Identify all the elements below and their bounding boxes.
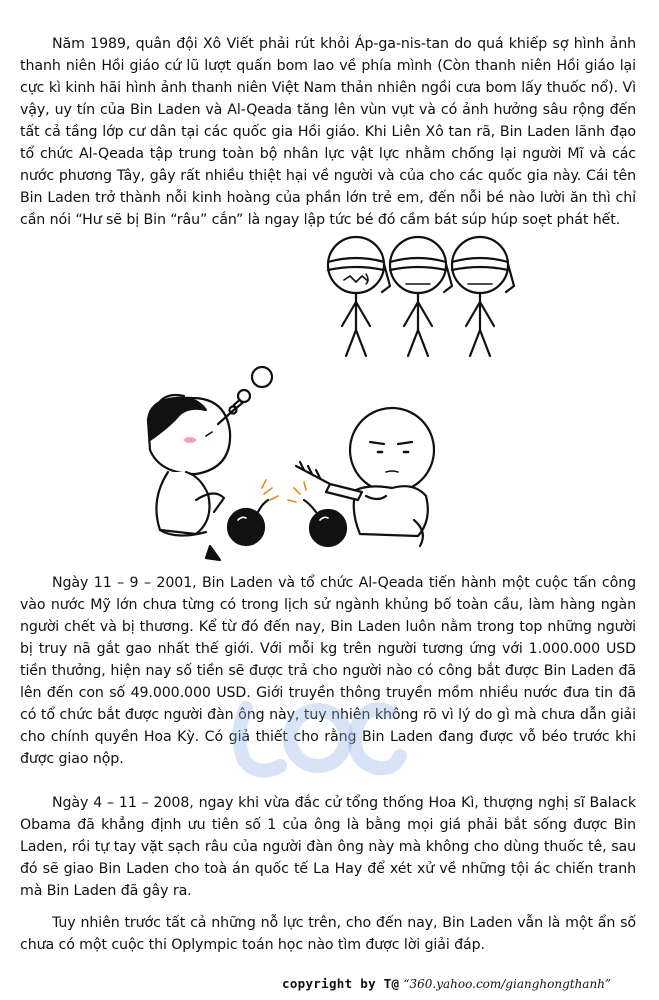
paragraph-conclusion: Tuy nhiên trước tất cả những nỗ lực trên, cho đến nay, Bin Laden vẫn là một ẩn số chưa có một cuộc thi Oplympic toán học nào tìm được lời giải đáp. xyxy=(20,915,636,953)
masked-figure-2 xyxy=(390,237,452,356)
masked-figure-1 xyxy=(328,237,390,356)
paragraph-2001: Ngày 11 – 9 – 2001, Bin Laden và tổ chức Al-Qeada tiến hành một cuộc tấn công vào nước Mỹ lớn chưa từng có trong lịch sử ngành khủng bố toàn cầu, làm hàng ngàn người chết và bị thương. Kể từ đó đến nay, Bin Laden luôn nằm trong top những người bị truy nã gắt gao nhất thế giới. Với mỗi kg trên người tương ứng với 1.000.000 USD tiền thưởng, hiện nay số tiền sẽ được trả cho người nào có công bắt được Bin Laden đã lên đến con số 49.000.000 USD. Giới truyền thông truyền mồm nhiều nước đưa tin đã có tổ chức bắt được người đàn ông này, tuy nhiên không rõ vì lý do gì mà chưa dẫn giải cho chính quyền Hoa Kỳ. Có giả thiết cho rằng Bin Laden đang được vỗ béo trước khi được giao nộp. xyxy=(20,575,636,767)
bomb-right xyxy=(288,482,346,546)
child-figure xyxy=(148,395,242,560)
bomb-left xyxy=(228,480,278,545)
paragraph-2008: Ngày 4 – 11 – 2008, ngay khi vừa đắc cử tổng thống Hoa Kì, thượng nghị sĩ Balack Obama đã khẳng định ưu tiên số 1 của ông là bằng mọi giá phải bắt sống được Bin Laden, rồi tự tay vặt sạch râu của người đàn ông này mà không cho dùng thuốc tê, sau đó sẽ giao Bin Laden cho toà án quốc tế La Hay để xét xử về những tội ác chiến tranh mà Bin Laden đã gây ra. xyxy=(20,795,636,899)
paragraph-1989: Năm 1989, quân đội Xô Viết phải rút khỏi Áp-ga-nis-tan do quá khiếp sợ hình ảnh thanh niên Hồi giáo cứ lũ lượt quấn bom lao về phía mình (Còn thanh niên Hồi giáo lại cực kì kinh hãi hình ảnh thanh niên Việt Nam thản nhiên ngồi cưa bom lấy thuốc nổ). Vì vậy, uy tín của Bin Laden và Al-Qeada tăng lên vùn vụt và có ảnh hưởng sâu rộng đến tất cả tầng lớp cư dân tại các quốc gia Hồi giáo. Khi Liên Xô tan rã, Bin Laden lãnh đạo tổ chức Al-Qeada tập trung toàn bộ nhân lực vật lực nhằm chống lại người Mĩ và các nước phương Tây, gây rất nhiều thiệt hại về người và của cho các quốc gia này. Cái tên Bin Laden trở thành nỗi kinh hoàng của phần lớn trẻ em, đến nỗi bé nào lười ăn thì chỉ cần nói “Hư sẽ bị Bin “râu” cắn” là ngay lập tức bé đó cầm bát súp húp soẹt phát hết. xyxy=(20,36,636,228)
copyright-source: “360.yahoo.com/gianghongthanh” xyxy=(403,977,612,991)
masked-figure-3 xyxy=(452,237,514,356)
copyright-prefix: copyright by T@ xyxy=(282,976,400,991)
copyright-line xyxy=(282,974,642,994)
bald-figure-with-saw xyxy=(296,408,434,546)
